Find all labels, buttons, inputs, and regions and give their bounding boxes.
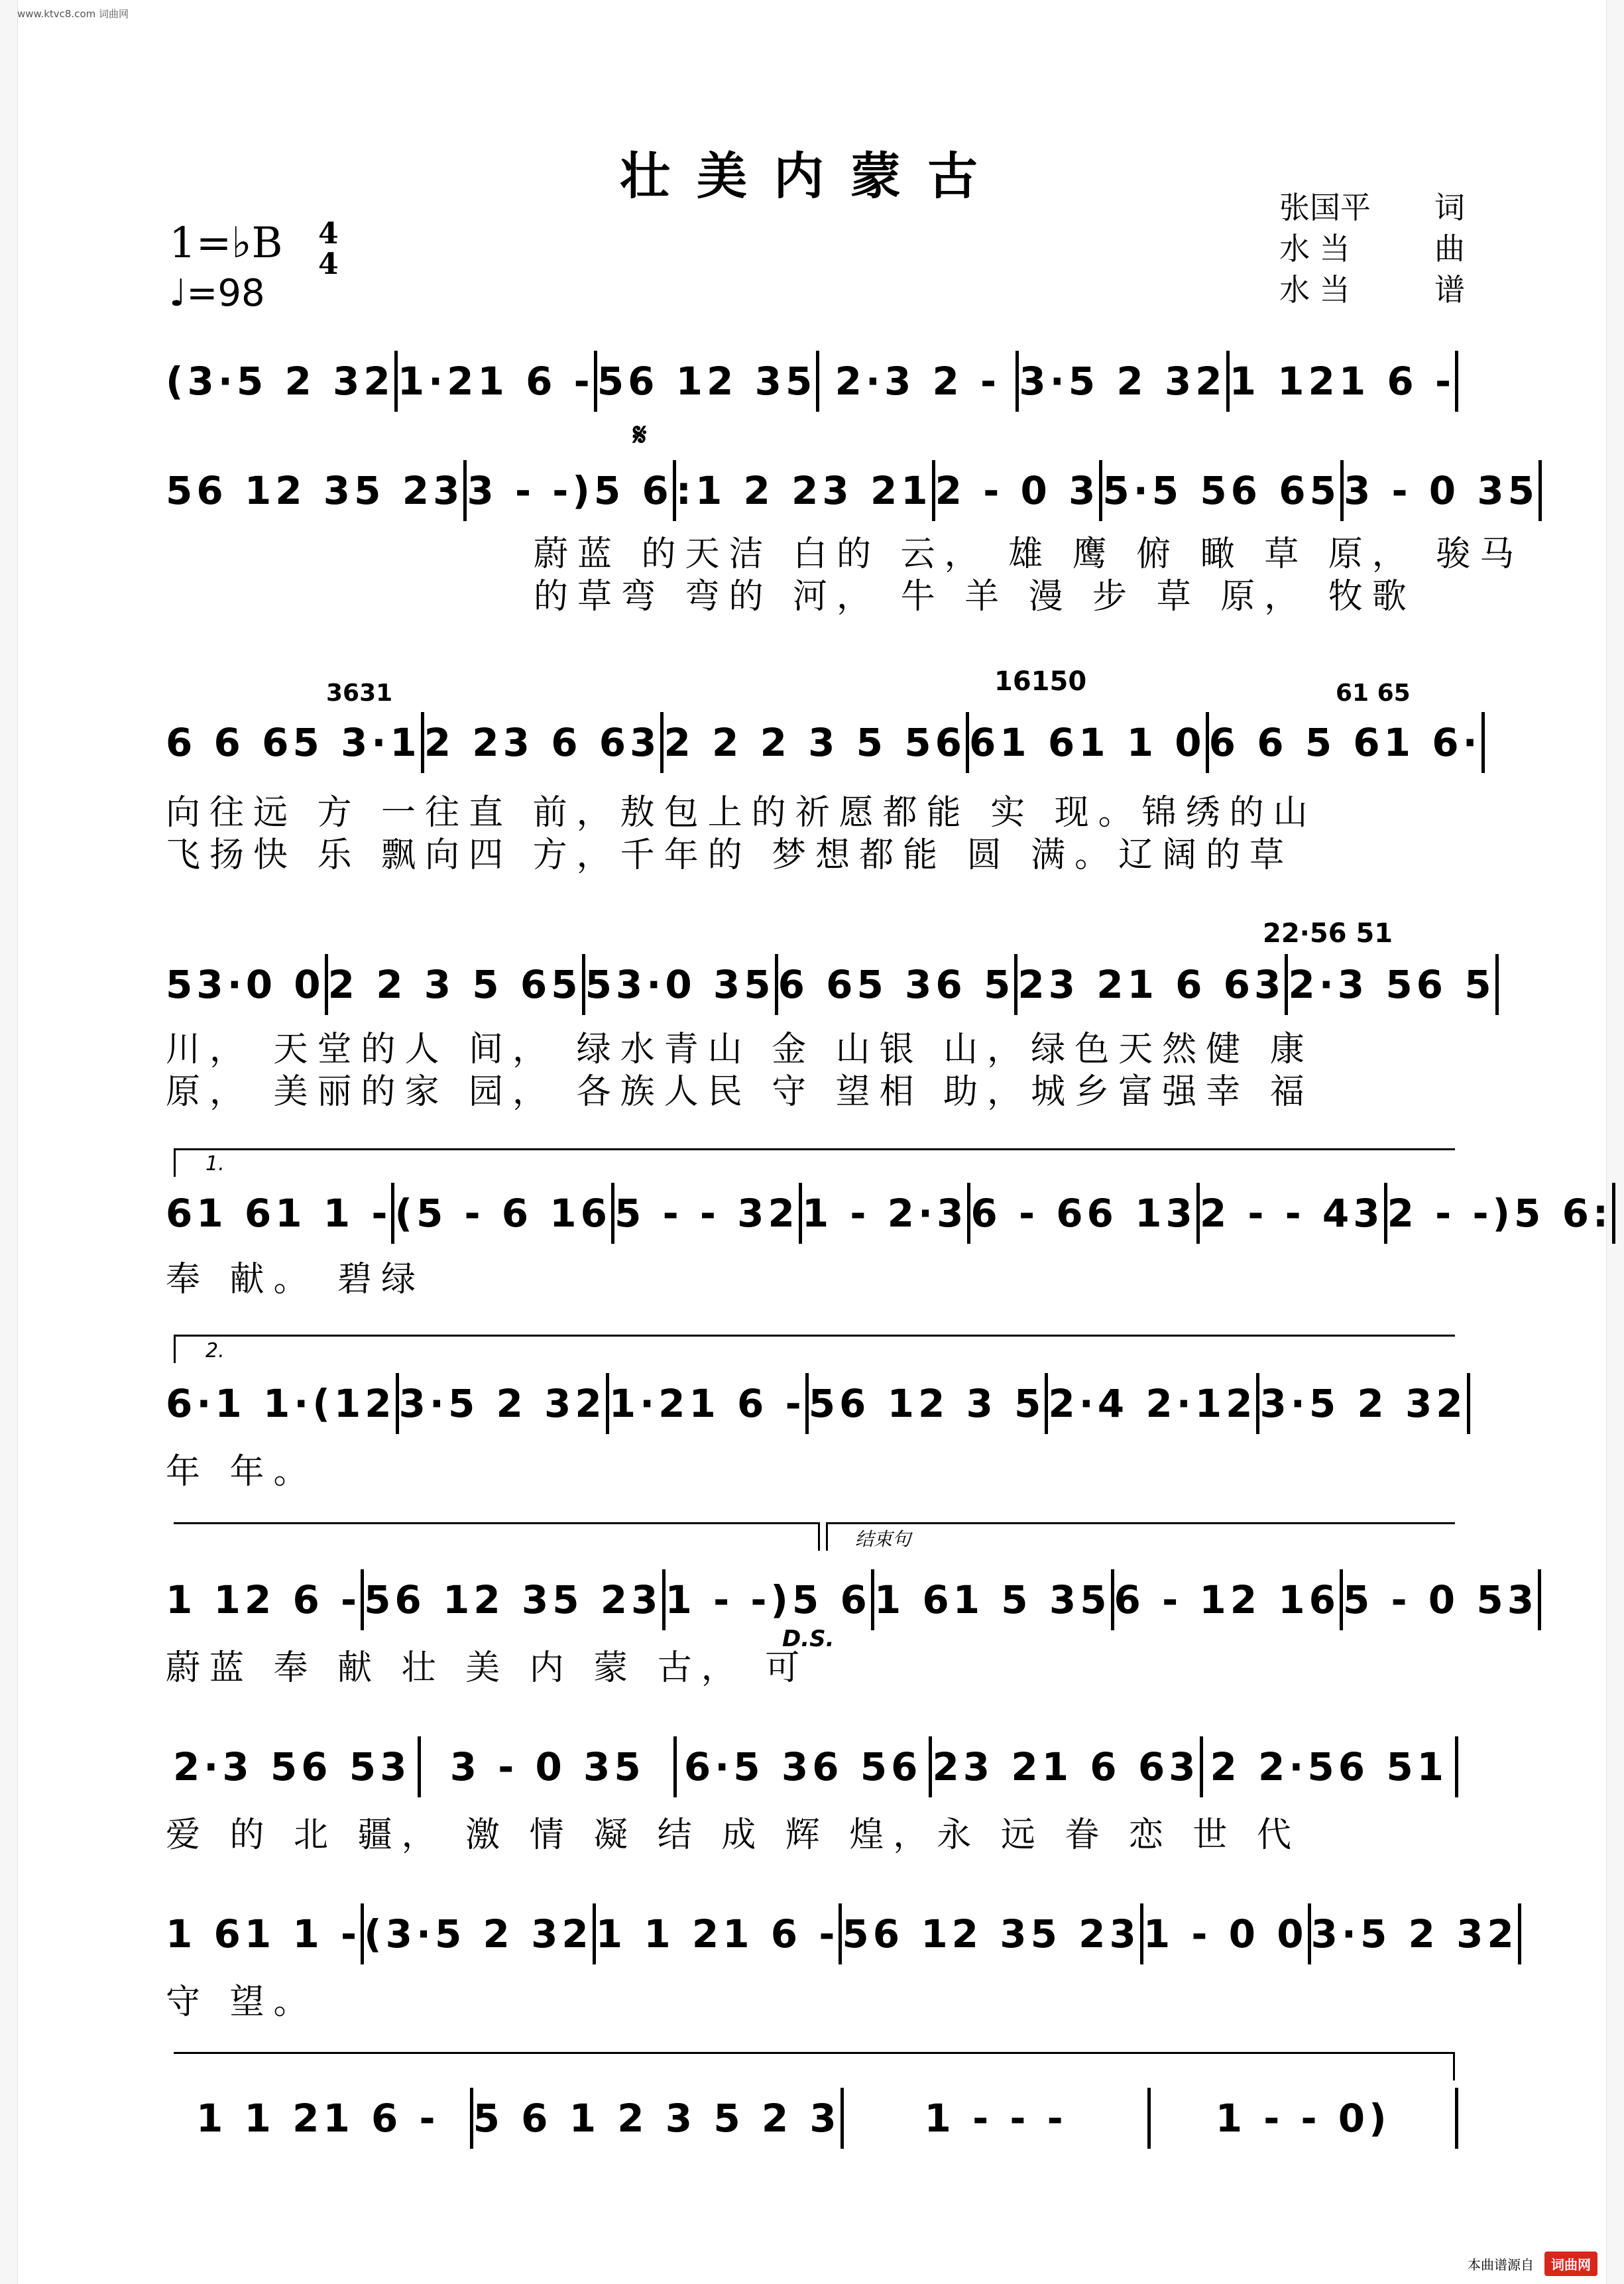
measure: 6·5 36 56 xyxy=(683,1744,922,1789)
ornament-grace-4: 22·56 51 xyxy=(1263,918,1393,949)
measure: 1 1 21 6 - xyxy=(196,2096,439,2141)
measure: 1 1 21 6 - xyxy=(595,1911,839,1956)
measure: 1·21 6 - xyxy=(609,1381,805,1426)
measure: 6 6 65 3·1 xyxy=(166,720,421,765)
measure: 5 6 xyxy=(593,468,673,513)
measure: 2·3 2 - xyxy=(835,359,1001,404)
lyrics-verse-1: 向往远 方 一往直 前，敖包上的祈愿都能 实 现。锦绣的山 xyxy=(166,793,1317,833)
measure: 1·21 6 - xyxy=(397,359,594,404)
lyrics-verse-1: 川， 天堂的人 间， 绿水青山 金 山银 山，绿色天然健 康 xyxy=(166,1030,1314,1069)
measure: 1 121 6 - xyxy=(1229,359,1456,404)
measure: 23 21 6 63 xyxy=(932,1744,1200,1789)
credit-lyricist: 张国平 词 xyxy=(1279,190,1465,225)
measure: 1 - 0 0 xyxy=(1143,1911,1308,1956)
measure: 2 2 2 3 5 56 xyxy=(664,720,966,765)
measure: 2 2 3 5 65 xyxy=(327,962,582,1007)
lyrics-verse-2: 的草弯 弯的 河， 牛 羊 漫 步 草 原， 牧歌 xyxy=(534,577,1416,617)
lyrics: 奉 献。 碧绿 xyxy=(166,1260,426,1299)
measure: 2·3 56 5 xyxy=(1288,962,1495,1007)
measure: 2·4 2·12 xyxy=(1048,1381,1257,1426)
measure: 1 - -) xyxy=(665,1577,792,1622)
measure: 23 21 6 63 xyxy=(1017,962,1285,1007)
measure: 56 12 35 23 xyxy=(364,1577,662,1622)
measure: 5 - - 32 xyxy=(614,1191,799,1236)
measure: 2 - 0 3 xyxy=(935,468,1100,513)
measure: 56 12 35 xyxy=(597,359,817,404)
notes-row xyxy=(166,706,1481,779)
measure: 2 - -) xyxy=(1387,1191,1515,1236)
volta-2-bracket xyxy=(174,1335,1455,1363)
ornament-grace-1: 3631 xyxy=(326,680,393,707)
notes-row xyxy=(166,1730,1458,1803)
measure: 53·0 0 xyxy=(166,962,325,1007)
lyrics: 爱 的 北 疆， 激 情 凝 结 成 辉 煌，永 远 眷 恋 世 代 xyxy=(166,1815,1301,1855)
left-margin-strip xyxy=(0,0,18,2284)
volta-1-label: 1. xyxy=(205,1152,225,1175)
measure: 5 6 xyxy=(791,1577,871,1622)
measure: 6 - 66 13 xyxy=(970,1191,1196,1236)
measure: 3 - 0 35 xyxy=(1343,468,1539,513)
site-logo[interactable]: 词曲网 xyxy=(1544,2252,1597,2276)
notes-row xyxy=(166,1367,1467,1440)
measure: (3·5 2 32 xyxy=(364,1911,593,1956)
measure: 6 - 12 16 xyxy=(1114,1577,1340,1622)
measure: 5·5 56 65 xyxy=(1102,468,1340,513)
measure: 1 - - - xyxy=(924,2096,1067,2141)
measure: 5 - 0 53 xyxy=(1342,1577,1538,1622)
lyrics-verse-1: 蔚蓝 的天洁 白的 云， 雄 鹰 俯 瞰 草 原， 骏马 xyxy=(534,534,1524,574)
measure: 2 2·56 51 xyxy=(1210,1744,1448,1789)
coda-bracket xyxy=(826,1522,1455,1551)
key-signature: 1=♭B xyxy=(169,219,283,268)
ornament-grace-2: 16150 xyxy=(994,666,1087,697)
measure: 5 6: xyxy=(1514,1191,1613,1236)
measure: 56 12 3 5 xyxy=(808,1381,1045,1426)
credit-transcriber: 水 当 谱 xyxy=(1279,272,1465,308)
volta-2-label: 2. xyxy=(205,1339,225,1362)
measure: 56 12 35 23 xyxy=(842,1911,1140,1956)
notes-row xyxy=(166,1563,1538,1636)
volta-1-bracket xyxy=(174,1148,1455,1177)
time-signature: 4 4 xyxy=(318,217,339,281)
lyrics: 守 望。 xyxy=(166,1982,318,2022)
notes-row xyxy=(166,1897,1518,1970)
measure: 2 - - 43 xyxy=(1199,1191,1384,1236)
measure: (3·5 2 32 xyxy=(166,359,394,404)
lyrics-verse-2: 原， 美丽的家 园， 各族人民 守 望相 助，城乡富强幸 福 xyxy=(166,1072,1314,1112)
measure: 56 12 35 23 xyxy=(166,468,464,513)
lyrics-verse-2: 飞扬快 乐 飘向四 方，千年的 梦想都能 圆 满。辽阔的草 xyxy=(166,835,1294,875)
measure: 5 6 1 2 3 5 2 3 xyxy=(473,2096,841,2141)
measure: 2·3 56 53 xyxy=(172,1744,411,1789)
measure: 3·5 2 32 xyxy=(398,1381,606,1426)
measure: 3·5 2 32 xyxy=(1019,359,1226,404)
site-footer xyxy=(1468,2252,1597,2276)
measure: 2 23 6 63 xyxy=(424,720,661,765)
lyrics: 蔚蓝 奉 献 壮 美 内 蒙 古， 可 xyxy=(166,1648,809,1688)
tempo-mark: ♩=98 xyxy=(169,272,265,315)
ending-bracket xyxy=(174,2052,1455,2080)
song-title: 壮美内蒙古 xyxy=(620,147,1004,206)
coda-label: 结束句 xyxy=(855,1528,911,1550)
notes-row xyxy=(166,454,1539,527)
measure: 1 61 1 - xyxy=(166,1911,361,1956)
measure: 6·1 1·(12 xyxy=(166,1381,396,1426)
notes-row xyxy=(166,2082,1458,2155)
measure: 53·0 35 xyxy=(585,962,775,1007)
notes-row xyxy=(166,1177,1613,1250)
measure: 3 - -) xyxy=(467,468,594,513)
lyrics: 年 年。 xyxy=(166,1452,318,1492)
ds-mark: D.S. xyxy=(782,1626,835,1652)
notes-row xyxy=(166,948,1495,1021)
measure: 6 65 36 5 xyxy=(778,962,1015,1007)
repeat-end-bracket xyxy=(174,1522,820,1551)
measure: 3 - 0 35 xyxy=(449,1744,645,1789)
measure: 3·5 2 32 xyxy=(1259,1381,1467,1426)
measure: 1 - - 0) xyxy=(1215,2096,1391,2141)
site-url: www.ktvc8.com 词曲网 xyxy=(17,8,129,20)
footer-text: 本曲谱源自 xyxy=(1468,2257,1534,2273)
segno-sign: 𝄋 xyxy=(633,416,647,453)
measure: :1 2 23 21 xyxy=(675,468,932,513)
right-margin-strip xyxy=(1606,0,1624,2284)
measure: 3·5 2 32 xyxy=(1310,1911,1518,1956)
ornament-grace-3: 61 65 xyxy=(1336,680,1411,707)
measure: (5 - 6 16 xyxy=(394,1191,612,1236)
measure: 1 61 5 35 xyxy=(874,1577,1111,1622)
measure: 6 6 5 61 6· xyxy=(1208,720,1481,765)
measure: 61 61 1 0 xyxy=(968,720,1206,765)
measure: 61 61 1 - xyxy=(166,1191,392,1236)
credit-composer: 水 当 曲 xyxy=(1279,231,1465,267)
notes-row xyxy=(166,345,1458,418)
credits xyxy=(1279,187,1465,310)
measure: 1 12 6 - xyxy=(166,1577,361,1622)
measure: 1 - 2·3 xyxy=(801,1191,968,1236)
